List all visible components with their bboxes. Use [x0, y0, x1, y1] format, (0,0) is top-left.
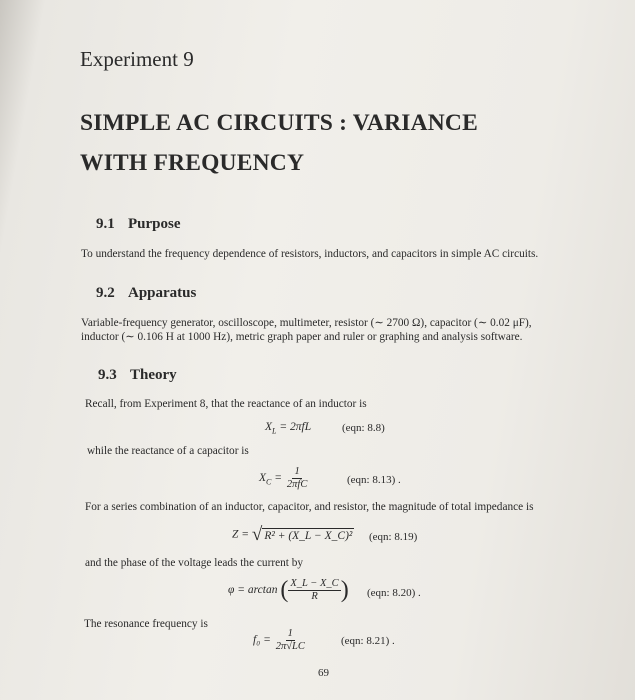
section-heading-theory [98, 367, 177, 384]
numerator: 1 [287, 628, 293, 639]
equation-capacitor-reactance: $X_C$ = $\frac{1}{\text{2πfC}}$ [259, 466, 308, 490]
denominator: 2πfC [286, 479, 308, 490]
equation-resonance-frequency: f₀ = $\frac{1}{2\pi√LC}$ [253, 628, 305, 652]
equation-inductor-reactance: $X_L = 2\pi fL$ [265, 421, 312, 436]
denominator: 2π√LC [275, 641, 305, 652]
numerator: 1 [294, 466, 300, 477]
equation-impedance: Z = √ R² + (X_L − X_C)² [232, 524, 353, 545]
series-combination-text: For a series combination of an inductor, capacitor, and resistor, the magnitude of total impedance is [85, 501, 534, 513]
equation-ref-8-20: (eqn: 8.20) . [367, 587, 421, 599]
section-number: 9.2 [96, 285, 115, 301]
section-heading-purpose [96, 216, 181, 233]
equation-ref-8-19: (eqn: 8.19) [369, 531, 418, 543]
chapter-title-line-1: SIMPLE AC CIRCUITS : VARIANCE [80, 110, 478, 136]
experiment-label: Experiment 9 [80, 47, 194, 71]
purpose-text: To understand the frequency dependence of resistors, inductors, and capacitors in simple AC circuits. [81, 248, 539, 260]
phase-text: and the phase of the voltage leads the current by [85, 557, 304, 569]
sqrt-icon: √ [251, 524, 263, 545]
page-number: 69 [318, 667, 329, 679]
apparatus-text-line-1: Variable-frequency generator, oscilloscope, multimeter, resistor (∼ 2700 Ω), capacitor (∼ 0.02 μF), [81, 317, 532, 329]
section-heading-apparatus [96, 285, 196, 302]
section-title: Theory [130, 367, 177, 383]
resonance-text: The resonance frequency is [84, 618, 208, 630]
equation-ref-8-21: (eqn: 8.21) . [341, 635, 395, 647]
section-title: Purpose [128, 216, 181, 232]
numerator: X_L − X_C [290, 578, 339, 589]
section-number: 9.1 [96, 216, 115, 232]
theory-intro: Recall, from Experiment 8, that the reactance of an inductor is [85, 398, 367, 410]
denominator: R [311, 591, 318, 602]
equation-phase: φ = arctan ( $\frac{X\_L - X\_C}{R}$ ) [228, 577, 349, 603]
capacitor-text: while the reactance of a capacitor is [87, 445, 249, 457]
chapter-title-line-2: WITH FREQUENCY [80, 150, 305, 176]
section-number: 9.3 [98, 367, 117, 383]
apparatus-text-line-2: inductor (∼ 0.106 H at 1000 Hz), metric graph paper and ruler or graphing and analysis software. [81, 331, 523, 343]
equation-ref-8-13: (eqn: 8.13) . [347, 474, 401, 486]
chapter-title [80, 103, 478, 183]
section-title: Apparatus [128, 285, 197, 301]
equation-ref-8-8: (eqn: 8.8) [342, 422, 385, 434]
